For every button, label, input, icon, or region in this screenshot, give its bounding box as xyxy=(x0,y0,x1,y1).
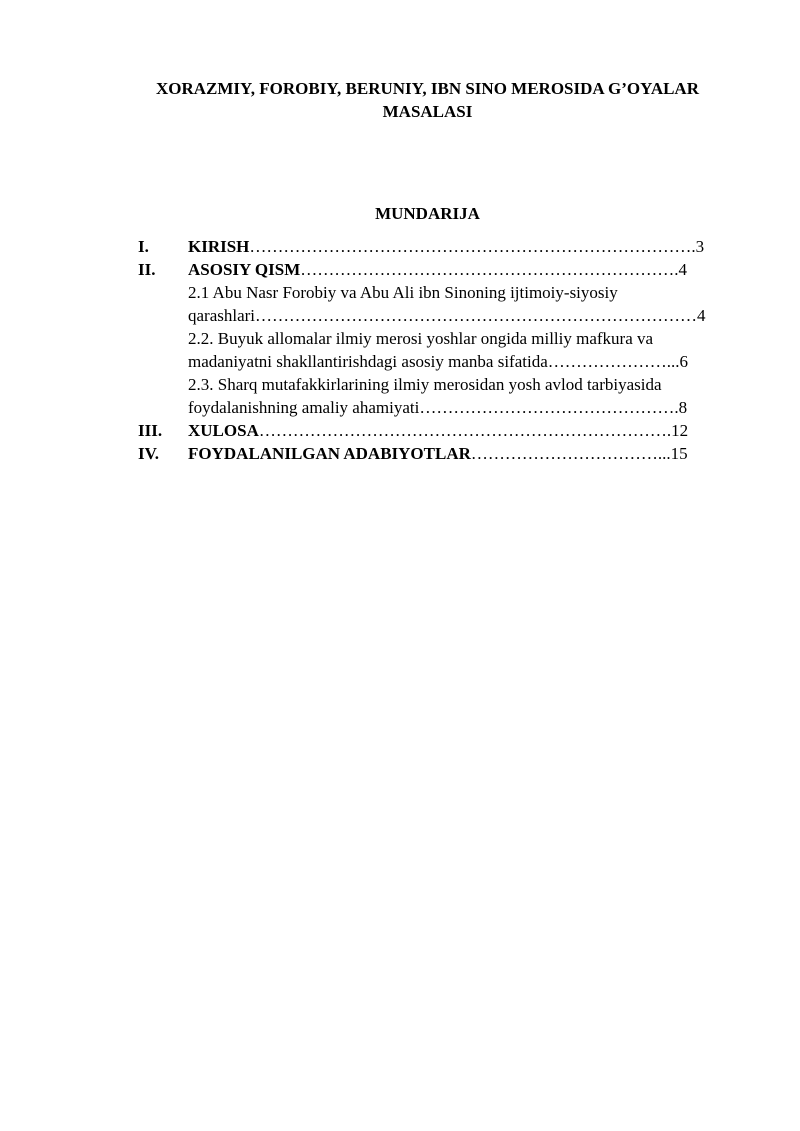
toc-heading: MUNDARIJA xyxy=(375,204,480,223)
toc-entry-leader-page: ………………………………………………………….4 xyxy=(300,260,688,279)
table-of-contents xyxy=(138,235,743,465)
toc-entry-asosiy-qism[interactable] xyxy=(138,258,743,281)
toc-entry-text xyxy=(188,419,688,442)
toc-entry-text xyxy=(188,442,688,465)
toc-entry-leader-page: ……………………………………………………………….12 xyxy=(258,421,689,440)
toc-subentry-2-2-line-1[interactable] xyxy=(138,327,743,350)
toc-entry-text xyxy=(188,235,704,258)
toc-subentry-2-3-line-1[interactable] xyxy=(138,373,743,396)
toc-subentry-2-1-line-1[interactable] xyxy=(138,281,743,304)
toc-subentry-text: madaniyatni shakllantirishdagi asosiy manba sifatida…………………...6 xyxy=(188,352,688,371)
toc-entry-title: XULOSA xyxy=(188,421,259,440)
toc-subentry-text: foydalanishning amaliy ahamiyati……………………………………….8 xyxy=(188,398,688,417)
document-title-line-2: MASALASI xyxy=(382,102,473,121)
toc-entry-foydalanilgan-adabiyotlar[interactable] xyxy=(138,442,743,465)
toc-entry-number: II. xyxy=(138,260,156,279)
toc-entry-title: FOYDALANILGAN ADABIYOTLAR xyxy=(188,444,471,463)
toc-subentry-text: 2.2. Buyuk allomalar ilmiy merosi yoshlar ongida milliy mafkura va xyxy=(188,329,654,348)
toc-entry-kirish[interactable] xyxy=(138,235,743,258)
toc-subentry-2-3-line-2[interactable] xyxy=(138,396,743,419)
toc-entry-title: KIRISH xyxy=(188,237,250,256)
toc-entry-leader-page: …………………………………………………………………….3 xyxy=(249,237,705,256)
toc-subentry-text: qarashlari……………………………………………………………………4 xyxy=(188,306,706,325)
document-title-line-1: XORAZMIY, FOROBIY, BERUNIY, IBN SINO MEROSIDA G’OYALAR xyxy=(155,79,699,98)
toc-entry-number: IV. xyxy=(138,444,159,463)
toc-entry-number: I. xyxy=(138,237,149,256)
toc-entry-xulosa[interactable] xyxy=(138,419,743,442)
toc-entry-text xyxy=(188,258,687,281)
toc-subentry-2-2-line-2[interactable] xyxy=(138,350,743,373)
toc-subentry-text: 2.3. Sharq mutafakkirlarining ilmiy merosidan yosh avlod tarbiyasida xyxy=(188,375,662,394)
toc-entry-leader-page: ……………………………...15 xyxy=(470,444,688,463)
toc-entry-number: III. xyxy=(138,421,163,440)
toc-subentry-text: 2.1 Abu Nasr Forobiy va Abu Ali ibn Sinoning ijtimoiy-siyosiy xyxy=(188,283,618,302)
toc-subentry-2-1-line-2[interactable] xyxy=(138,304,743,327)
toc-entry-title: ASOSIY QISM xyxy=(188,260,301,279)
